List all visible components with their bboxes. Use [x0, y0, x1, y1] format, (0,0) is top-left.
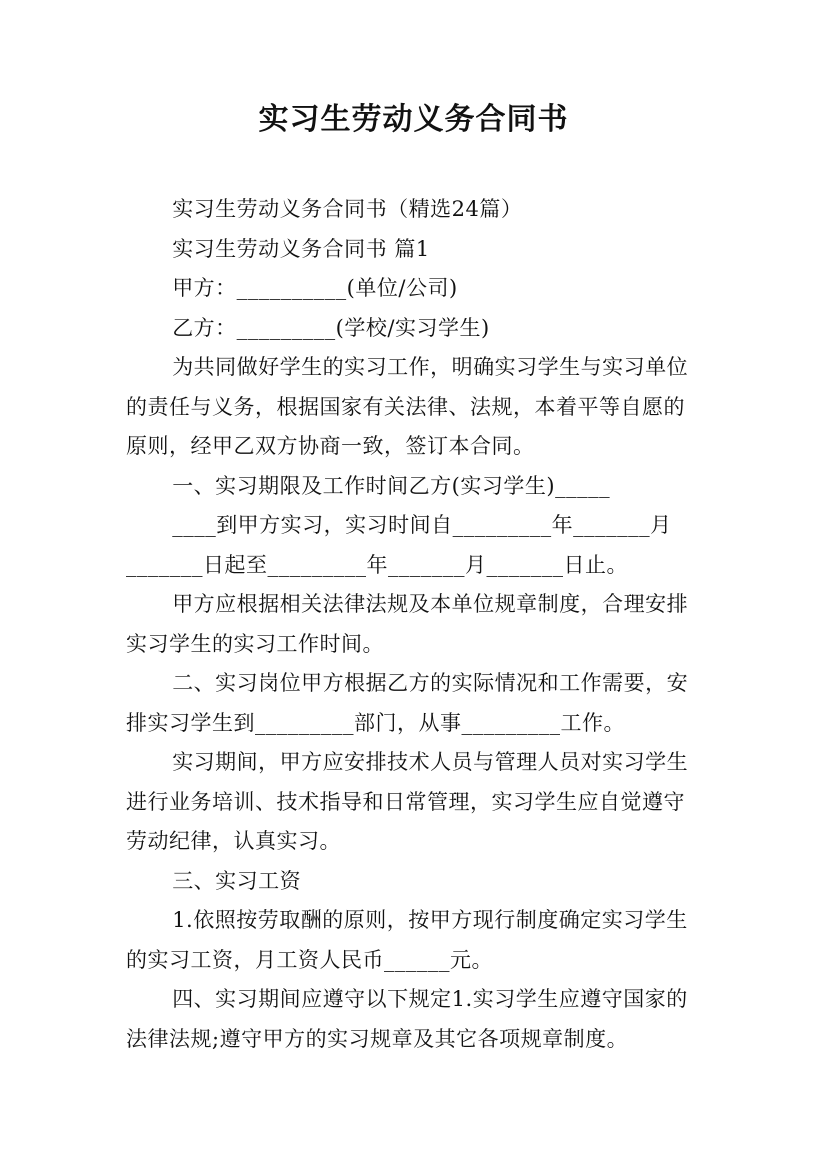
paragraph-clause-4: 四、实习期间应遵守以下规定1.实习学生应遵守国家的法律法规;遵守甲方的实习规章及其它各项规章制度。	[126, 987, 688, 1051]
paragraph-wage: 1.依照按劳取酬的原则，按甲方现行制度确定实习学生的实习工资，月工资人民币______元。	[126, 908, 688, 972]
paragraph-clause-3-heading: 三、实习工资	[172, 868, 302, 893]
paragraph-clause-1-dates: ____到甲方实习，实习时间自_________年_______月_______日起至_________年_______月_______日止。	[126, 513, 672, 577]
document-title: 实习生劳动义务合同书	[258, 102, 569, 137]
paragraph-clause-2: 二、实习岗位甲方根据乙方的实际情况和工作需要，安排实习学生到_________部门，从事_________工作。	[126, 671, 689, 735]
paragraph-clause-1: 一、实习期限及工作时间乙方(实习学生)_____	[172, 473, 611, 498]
paragraph-party-b: 乙方：_________(学校/实习学生)	[172, 315, 490, 340]
paragraph-section-heading: 实习生劳动义务合同书 篇1	[172, 236, 430, 261]
paragraph-preamble: 为共同做好学生的实习工作，明确实习学生与实习单位的责任与义务，根据国家有关法律、法规，本着平等自愿的原则，经甲乙双方协商一致，签订本合同。	[126, 355, 689, 458]
paragraph-work-time: 甲方应根据相关法律法规及本单位规章制度，合理安排实习学生的实习工作时间。	[126, 592, 689, 656]
paragraph-subtitle: 实习生劳动义务合同书（精选24篇）	[172, 197, 523, 221]
paragraph-party-a: 甲方：__________(单位/公司)	[172, 276, 458, 300]
paragraph-training: 实习期间，甲方应安排技术人员与管理人员对实习学生进行业务培训、技术指导和日常管理，实习学生应自觉遵守劳动纪律，认真实习。	[126, 750, 689, 853]
document-body	[126, 190, 706, 1059]
